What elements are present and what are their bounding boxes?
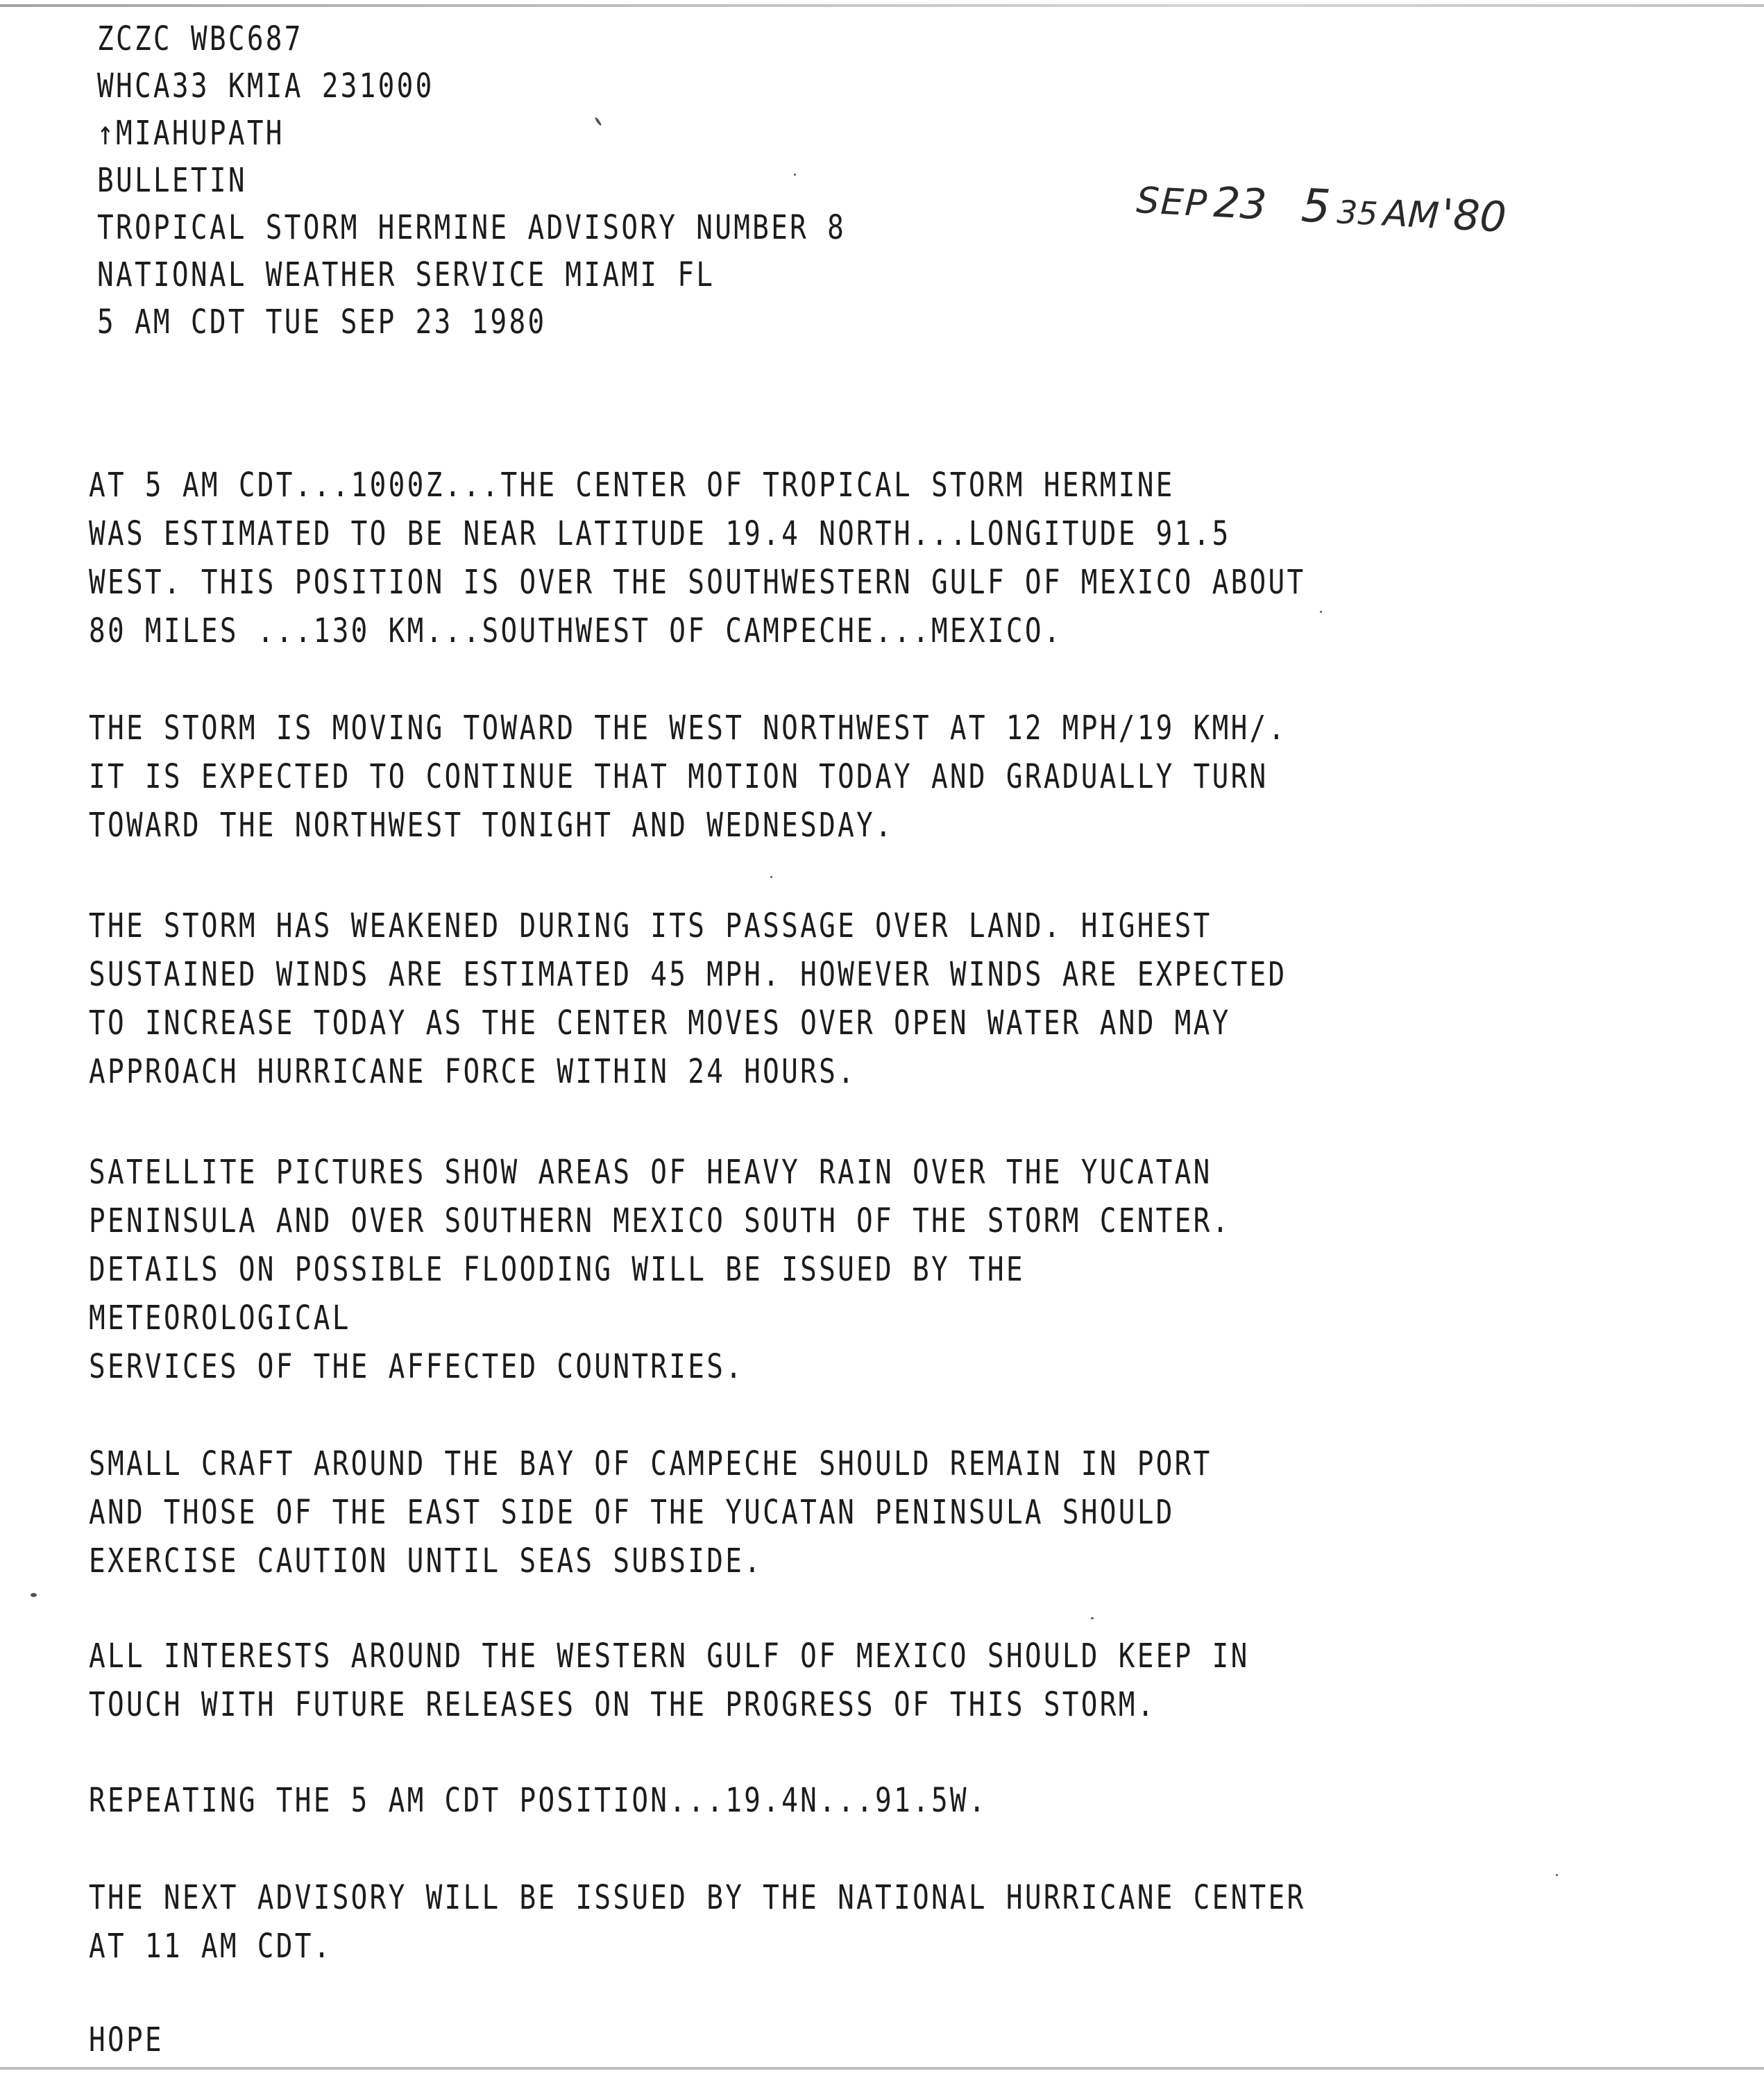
stamp-month: SEP [1135,179,1210,226]
body-line: SUSTAINED WINDS ARE ESTIMATED 45 MPH. HOWEVER WINDS ARE EXPECTED [89,955,1287,994]
body-line: EXERCISE CAUTION UNTIL SEAS SUBSIDE. [89,1542,763,1580]
body-line: DETAILS ON POSSIBLE FLOODING WILL BE ISSUED BY THE [89,1250,1025,1289]
header-line: 5 AM CDT TUE SEP 23 1980 [97,303,547,341]
advisory-paragraph-repeat-position [89,1777,987,1825]
body-line: SMALL CRAFT AROUND THE BAY OF CAMPECHE SHOULD REMAIN IN PORT [89,1444,1212,1483]
body-line: PENINSULA AND OVER SOUTHERN MEXICO SOUTH OF THE STORM CENTER. [89,1201,1231,1240]
body-line: TOWARD THE NORTHWEST TONIGHT AND WEDNESDAY. [89,806,894,845]
bulletin-header [97,15,846,346]
bottom-edge-rule [0,2067,1764,2070]
body-line: TO INCREASE TODAY AS THE CENTER MOVES OVER OPEN WATER AND MAY [89,1004,1231,1043]
body-line: ALL INTERESTS AROUND THE WESTERN GULF OF MEXICO SHOULD KEEP IN [89,1637,1250,1676]
header-line: ↑MIAHUPATH [97,114,285,153]
header-line: NATIONAL WEATHER SERVICE MIAMI FL [97,255,715,294]
signature-line: HOPE [89,2020,164,2059]
body-line: WAS ESTIMATED TO BE NEAR LATITUDE 19.4 NORTH...LONGITUDE 91.5 [89,514,1231,553]
header-line: ZCZC WBC687 [97,19,303,58]
scan-speck [1556,1874,1558,1876]
advisory-paragraph-next-advisory [89,1874,1305,1971]
body-line: REPEATING THE 5 AM CDT POSITION...19.4N...91.5W. [89,1781,987,1820]
body-line: AND THOSE OF THE EAST SIDE OF THE YUCATAN PENINSULA SHOULD [89,1493,1175,1532]
top-edge-rule [0,4,1764,7]
advisory-paragraph-interests [89,1632,1250,1730]
stamp-day: 23 [1212,178,1269,230]
body-line: IT IS EXPECTED TO CONTINUE THAT MOTION TODAY AND GRADUALLY TURN [89,757,1269,796]
scan-speck [31,1593,37,1597]
body-line: AT 11 AM CDT. [89,1927,332,1966]
stamp-year: '80 [1440,190,1508,242]
body-line: AT 5 AM CDT...1000Z...THE CENTER OF TROPICAL STORM HERMINE [89,466,1175,505]
forecaster-signature [89,2016,164,2065]
advisory-paragraph-rain [89,1149,1231,1392]
header-line: BULLETIN [97,161,247,200]
header-line: WHCA33 KMIA 231000 [97,67,434,106]
advisory-paragraph-small-craft [89,1440,1212,1586]
scan-speck [794,174,796,176]
scan-speck [1091,1617,1094,1619]
body-line: 80 MILES ...130 KM...SOUTHWEST OF CAMPECHE...MEXICO. [89,611,1062,650]
received-date-stamp [1135,170,1508,243]
body-line: METEOROLOGICAL [89,1299,351,1337]
stamp-minute: 35 [1336,193,1379,233]
advisory-paragraph-motion [89,704,1287,850]
scan-speck [1320,611,1322,613]
body-line: WEST. THIS POSITION IS OVER THE SOUTHWESTERN GULF OF MEXICO ABOUT [89,563,1306,602]
body-line: THE NEXT ADVISORY WILL BE ISSUED BY THE NATIONAL HURRICANE CENTER [89,1878,1306,1917]
body-line: THE STORM IS MOVING TOWARD THE WEST NORTHWEST AT 12 MPH/19 KMH/. [89,709,1287,748]
advisory-paragraph-winds [89,902,1287,1097]
body-line: THE STORM HAS WEAKENED DURING ITS PASSAGE OVER LAND. HIGHEST [89,906,1212,945]
body-line: APPROACH HURRICANE FORCE WITHIN 24 HOURS. [89,1052,857,1091]
body-line: SERVICES OF THE AFFECTED COUNTRIES. [89,1347,745,1386]
scan-speck [770,876,772,878]
stamp-ampm: AM [1382,192,1441,237]
advisory-paragraph-position [89,462,1305,656]
body-line: SATELLITE PICTURES SHOW AREAS OF HEAVY RAIN OVER THE YUCATAN [89,1153,1212,1192]
stamp-hour: 5 [1300,178,1332,234]
body-line: TOUCH WITH FUTURE RELEASES ON THE PROGRESS OF THIS STORM. [89,1685,1156,1724]
header-line: TROPICAL STORM HERMINE ADVISORY NUMBER 8 [97,208,847,247]
